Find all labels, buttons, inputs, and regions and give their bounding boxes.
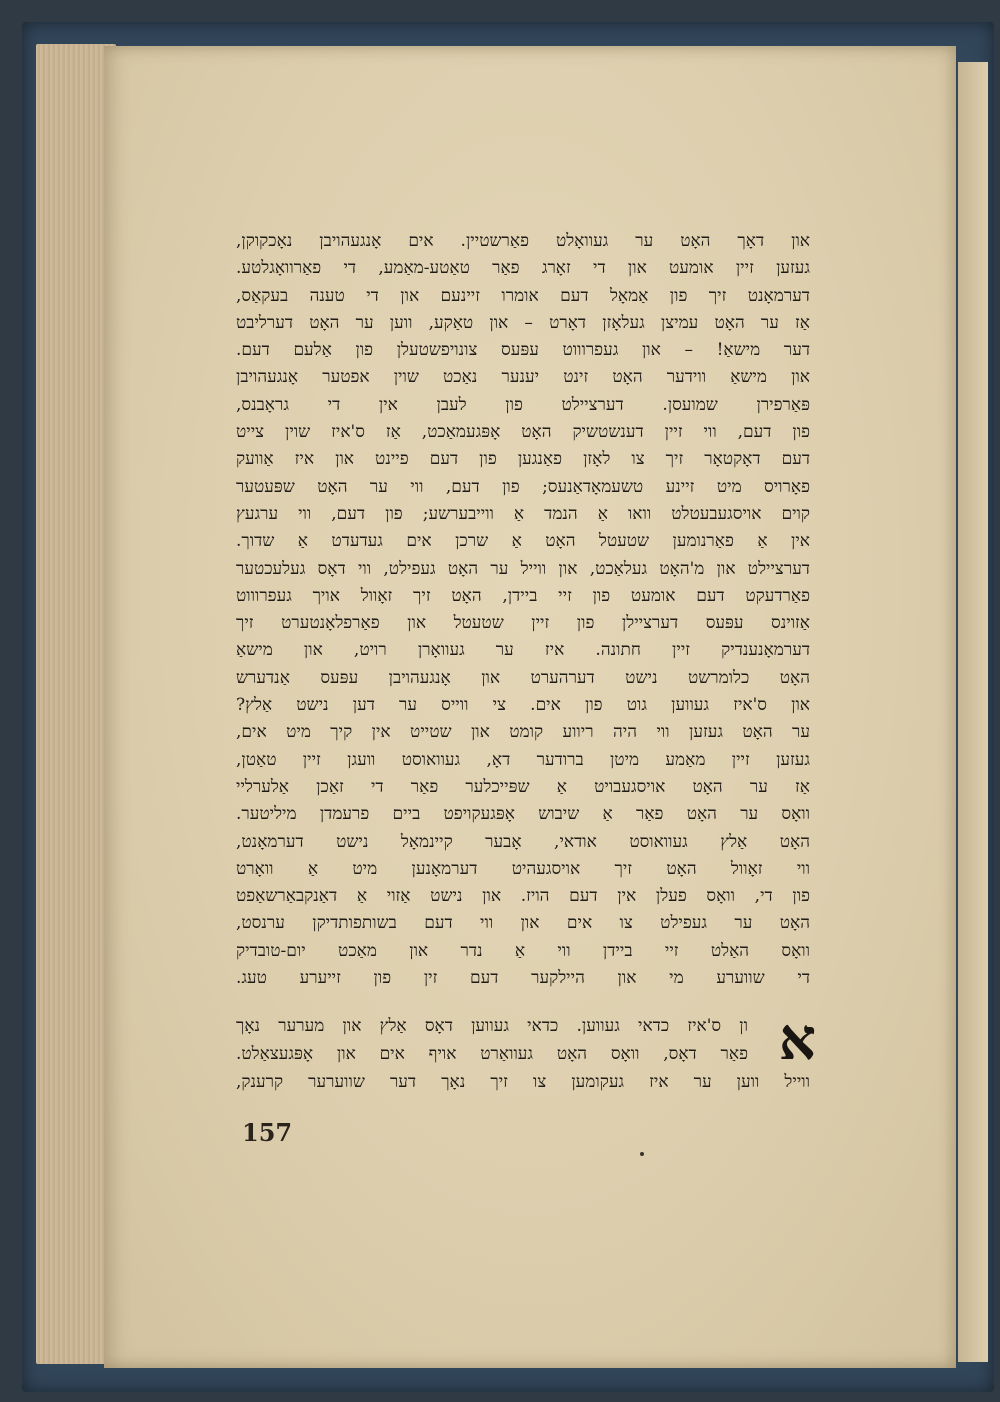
- text-line: דערציילט און מ'האָט געלאַכט, און ווייל ער האָט געפילט, ווי דאָס געלעכטער: [236, 558, 810, 579]
- text-line: פּאַרפירן שמועסן. דערציילט פון לעבן אין די גראָבנס,: [236, 394, 810, 415]
- text-line: פאַרדעקט דעם אומעט פון זיי ביידן, האָט זיך זאָוול אויך געפרוווט: [236, 585, 810, 606]
- text-line: פון דעם, ווי זיין דענשטשיק האָט אָפּגעמאַכט, אַז ס'איז שוין צייט: [236, 422, 810, 443]
- text-line: פאַר דאָס, וואָס האָט געוואַרט אויף אים און אָפּגעצאַלט.: [236, 1044, 748, 1064]
- text-line: דערמאָנענדיק זיין חתונה. איז ער געוואָרן רויט, און מישאַ: [236, 640, 810, 661]
- text-line: ווייל ווען ער איז געקומען צו זיך נאָך דער שווערער קרענק,: [236, 1072, 810, 1092]
- text-line: אַז ער האָט עמיצן געלאָזן דאָרט – און טאַקע, ווען ער האָט דערליבט: [236, 312, 810, 333]
- text-line: ווי זאָוול האָט זיך אויסגעהיט דערמאָנען מיט אַ וואָרט: [236, 858, 810, 879]
- text-line: און מישאַ ווידער האָט זינט יענער נאַכט שוין אפטער אָנגעהויבן: [236, 367, 810, 388]
- second-paragraph: [236, 1005, 816, 1096]
- text-line: געזען זיין מאַמע מיטן ברודער דאָ, געוואוסט וועגן זיין טאַטן,: [236, 749, 810, 770]
- text-line: דערמאָנט זיך פון אַמאָל דעם אומרו זיינעם און די טענה בעקאַס,: [236, 285, 810, 306]
- text-line: די שווערע מי און היילקער דעם זין פון זייערע טעג.: [236, 968, 810, 989]
- text-line: ער האָט געזען ווי היה ריווע קומט און שטייט אין קיך מיט אים,: [236, 722, 810, 743]
- text-line: דער מישאַ! – און געפרוווט עפּעס צונויפשטעלן פון אַלעם דעם.: [236, 340, 810, 361]
- text-line: און ס'איז געווען גוט פון אים. צי ווייס ער דען נישט אַלץ?: [236, 695, 810, 716]
- next-page-edge: [958, 62, 988, 1362]
- text-line: האָט אַלץ געוואוסט אודאי, אָבער קיינמאָל נישט דערמאָנט,: [236, 831, 810, 852]
- text-line: און דאָך האָט ער געוואָלט פאַרשטיין. אים אָנגעהויבן נאָכקוקן,: [236, 231, 810, 251]
- text-line: אַז ער האָט אויסגעבויט אַ שפּייכלער פאַר די זאַכן אַלערליי: [236, 776, 810, 797]
- text-line: פון די, וואָס פעלן אין דעם הויז. און נישט אַזוי אַ דאַנקבאַרשאַפט: [236, 886, 810, 907]
- ink-speck: [640, 1152, 644, 1156]
- text-line: קוים אויסגעבעטלט וואו אַ הנמד אַ ווייבערשע; פון דעם, ווי ערגעץ: [236, 503, 810, 524]
- drop-cap: א: [778, 1005, 816, 1073]
- text-line: פאָרויס מיט זיינע טשעמאָדאַנעס; פון דעם, ווי ער האָט שפּעטער: [236, 476, 810, 497]
- text-line: אַזוינס עפּעס דערציילן פון זיין שטעטל און פאַרפלאָנטערט זיך: [236, 613, 810, 634]
- text-line: האָט ער געפילט צו אים און ווי דעם בשותפותדיקן ערנסט,: [236, 913, 810, 934]
- text-line: געזען זיין אומעט און די זאָרג פאַר טאַטע-מאַמע, די פאַרוואָגלטע.: [236, 258, 810, 279]
- text-line: ון ס'איז כדאי געווען. כדאי געווען דאָס אַלץ און מערער נאָך: [236, 1016, 748, 1036]
- text-line: וואָס ער האָט פאַר אַ שיבוש אָפּגעקויפט ביים פרעמדן מיליטער.: [236, 804, 810, 825]
- text-line: אין אַ פאַרנומען שטעטל האָט אַ שרכן אים געדעדט אַ שדוך.: [236, 531, 810, 552]
- text-line: דעם דאָקטאָר זיך צו לאָזן פאַנגען פון דעם פיינט און איז אַוועק: [236, 449, 810, 470]
- text-line: האָט כלומרשט נישט דערהערט און אָנגעהויבן עפּעס אַנדערש: [236, 667, 810, 688]
- text-line: וואָס האַלט זיי ביידן ווי אַ נדר און מאַכט יום-טובדיק: [236, 940, 810, 961]
- page-number: 157: [242, 1118, 293, 1147]
- main-paragraph: [236, 228, 810, 992]
